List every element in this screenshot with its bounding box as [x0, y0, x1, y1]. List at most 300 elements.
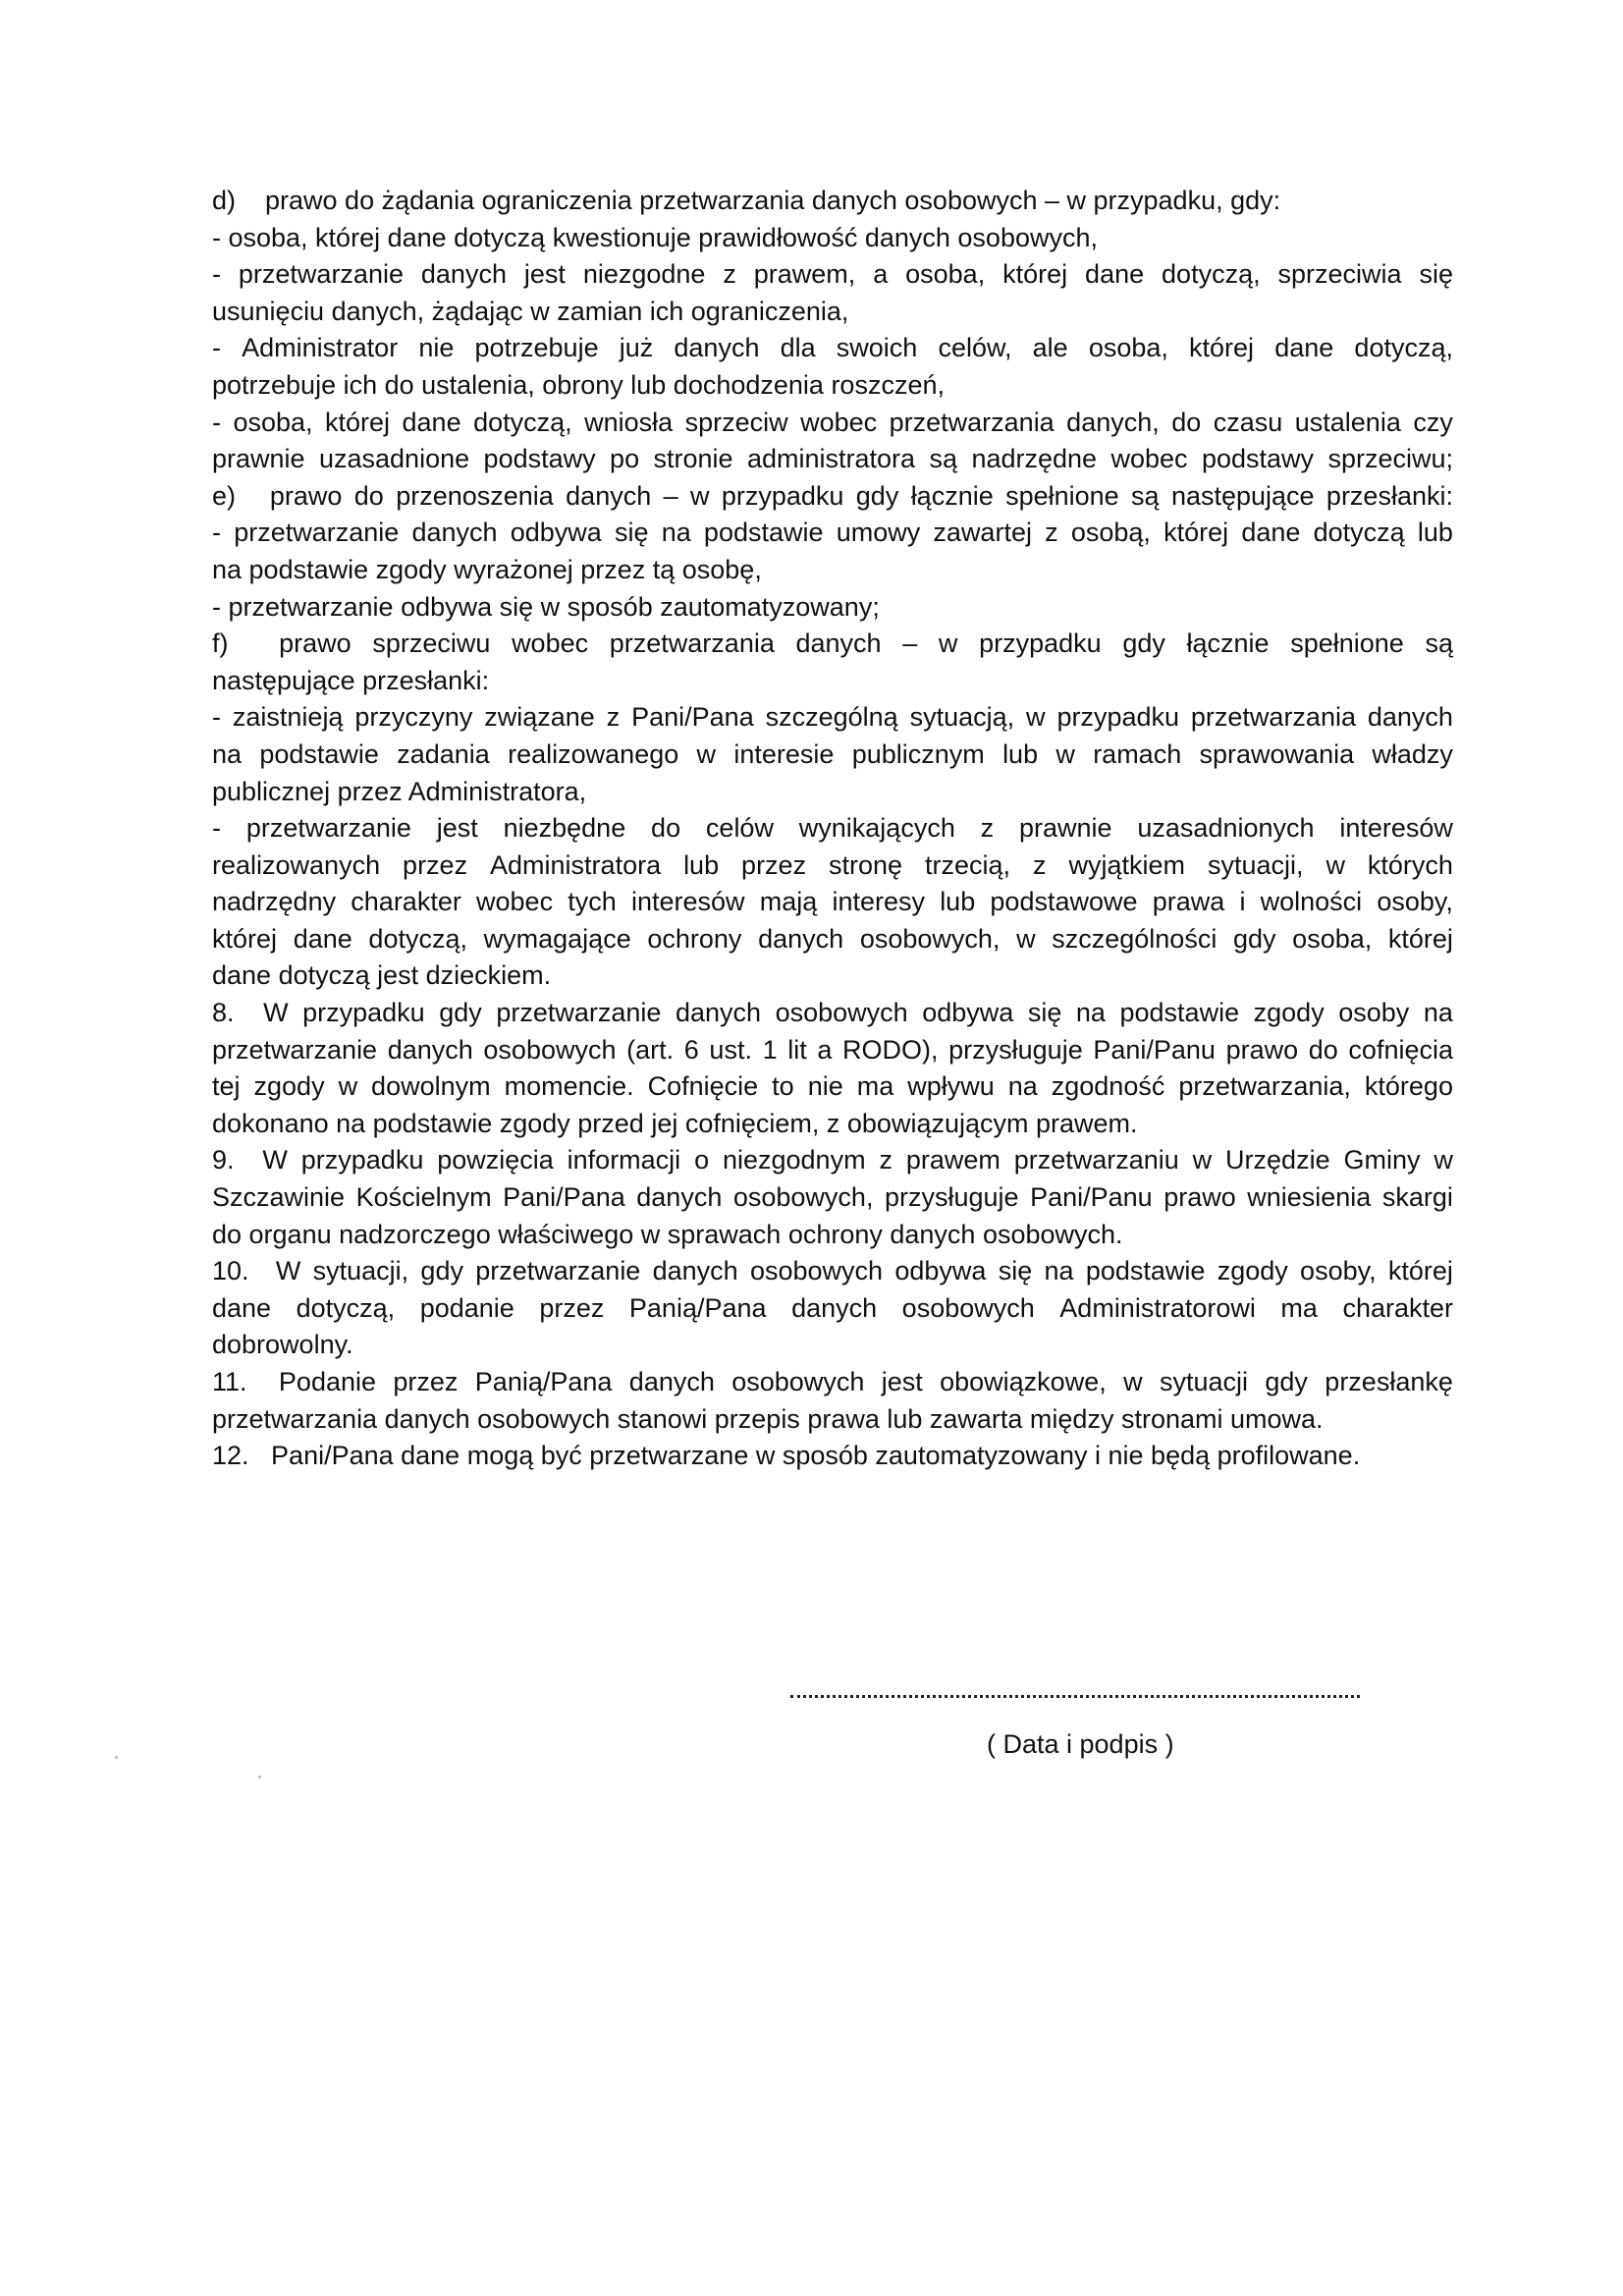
word: - [212, 518, 221, 548]
text-line: następujące przesłanki: [212, 665, 490, 695]
word: gdy [1232, 923, 1276, 954]
word: tej [212, 1071, 241, 1102]
word: 1 [762, 1034, 778, 1065]
word: przypadku [721, 480, 844, 511]
word: na [1423, 998, 1453, 1028]
word: dotyczą, [296, 1292, 396, 1323]
word: prawo [1225, 1034, 1299, 1065]
scan-speck [115, 1756, 118, 1759]
word: wolności [1260, 887, 1363, 917]
word: lub [1002, 738, 1039, 769]
word: przetwarzanie [496, 998, 662, 1028]
word: w [689, 480, 710, 511]
word: podstawie [703, 518, 824, 548]
word: której [1387, 1256, 1453, 1286]
word: są [1425, 629, 1453, 659]
text-line: 12. Pani/Pana dane mogą być przetwarzane w sposób zautomatyzowany i nie będą profilowane. [212, 1441, 1361, 1471]
word: już [619, 333, 654, 363]
word: zawartej [933, 518, 1032, 548]
word: zgody [1217, 1256, 1288, 1286]
word: osobowych [775, 998, 908, 1028]
word: z [879, 1145, 893, 1175]
word: której [1002, 259, 1068, 290]
word: - [212, 259, 221, 290]
word: f) [212, 629, 258, 659]
word: dotyczą [1313, 518, 1405, 548]
word: szczególności [1052, 923, 1217, 954]
word: której [1387, 923, 1453, 954]
word: na [212, 738, 243, 769]
word: na [1044, 1256, 1074, 1286]
word: ramach [1093, 738, 1182, 769]
word: czy [1413, 407, 1453, 437]
word: Panią/Pana [628, 1292, 767, 1323]
text-line: przetwarzania danych osobowych stanowi przepis prawa lub zawarta między stronami umowa. [212, 1403, 1324, 1434]
word: Szczawinie [212, 1182, 346, 1213]
word: W [275, 1256, 301, 1286]
word: nie [418, 333, 455, 363]
word: przetwarzania [889, 407, 1055, 437]
text-line [212, 1179, 1453, 1217]
text-line [212, 405, 1453, 442]
word: wpływu [907, 1071, 995, 1102]
word: sytuacją, [909, 702, 1015, 733]
word: realizowanych [212, 849, 381, 880]
word: osobowych [483, 1034, 617, 1065]
word: której [325, 407, 391, 437]
word: Kościelnym [355, 1182, 492, 1213]
word: są [929, 444, 958, 474]
word: nie [807, 1071, 843, 1102]
word: osobowych [731, 1367, 865, 1396]
word: sprawowania [1199, 738, 1355, 769]
word: z [1033, 849, 1047, 880]
word: skargi [1381, 1182, 1453, 1213]
word: informacji [567, 1145, 681, 1175]
word: osobą, [1070, 518, 1151, 548]
word: przysługuje [948, 1034, 1083, 1065]
word: realizowanego [508, 738, 679, 769]
word: Pani/Pana [631, 702, 754, 733]
word: – [663, 480, 678, 511]
word: Pani/Pana [503, 1182, 625, 1213]
word: danych, [1066, 407, 1160, 437]
word: prawnie [212, 444, 305, 474]
word: podanie [419, 1292, 514, 1323]
word: do [353, 480, 384, 511]
word: potrzebuje [474, 333, 599, 363]
word: Panią/Pana [474, 1367, 613, 1396]
text-line [212, 810, 1453, 847]
word: osobowych [901, 1292, 1035, 1323]
word: których [1367, 849, 1453, 880]
word: łącznie [910, 480, 994, 511]
text-line: - osoba, której dane dotyczą kwestionuje prawidłowość danych osobowych, [212, 222, 1098, 252]
word: gdy [855, 480, 899, 511]
document-body [212, 183, 1453, 1475]
word: interesów [630, 887, 745, 917]
word: do [1308, 1034, 1338, 1065]
word: prawa [1152, 887, 1225, 917]
word: wynikających [798, 813, 955, 844]
word: Cofnięcie [647, 1071, 759, 1102]
word: obowiązkowe, [940, 1367, 1107, 1396]
text-line: dokonano na podstawie zgody przed jej cofnięciem, z obowiązującym prawem. [212, 1108, 1138, 1138]
word: przypadku [979, 629, 1102, 659]
word: danych [387, 1034, 473, 1065]
word: lit [787, 1034, 807, 1065]
word: zgody [1253, 998, 1325, 1028]
text-line [212, 330, 1453, 367]
word: danych [566, 480, 652, 511]
word: spełnione [1290, 629, 1404, 659]
word: danych [758, 923, 844, 954]
word: momencie. [504, 1071, 634, 1102]
word: w [1325, 849, 1345, 880]
word: stronę [829, 849, 903, 880]
word: z [606, 702, 621, 733]
word: w [1192, 1145, 1213, 1175]
word: danych [674, 333, 760, 363]
word: przez [539, 1292, 605, 1323]
text-line [212, 256, 1453, 294]
word: dane [402, 407, 461, 437]
text-line: usunięciu danych, żądając w zamian ich ograniczenia, [212, 296, 849, 326]
word: W [262, 1145, 288, 1175]
word: podstawie [259, 738, 379, 769]
word: a [873, 259, 889, 290]
word: Administratorowi [1059, 1292, 1256, 1323]
word: dane [1241, 518, 1301, 548]
word: władzy [1372, 738, 1453, 769]
text-line: d) prawo do żądania ograniczenia przetwarzania danych osobowych – w przypadku, gdy: [212, 186, 1281, 215]
word: po [610, 444, 640, 474]
word: o [694, 1145, 710, 1175]
word: niezgodne [582, 259, 706, 290]
signature-label: ( Data i podpis ) [987, 1729, 1174, 1759]
word: 9. [212, 1145, 249, 1175]
word: odbywa [510, 518, 602, 548]
word: przetwarzania, [1178, 1071, 1351, 1102]
word: interesów [1339, 813, 1453, 844]
word: dotyczą, [368, 923, 467, 954]
text-line: - przetwarzanie odbywa się w sposób zautomatyzowany; [212, 591, 880, 622]
word: celów [705, 813, 774, 844]
scan-speck [258, 1776, 261, 1778]
text-line [212, 921, 1453, 958]
word: sytuacji [1159, 1367, 1248, 1396]
word: Administratora [490, 849, 662, 880]
word: gdy [439, 998, 482, 1028]
word: sprzeciwu; [1327, 444, 1453, 474]
word: osobowych, [859, 923, 1001, 954]
word: zadania [397, 738, 490, 769]
word: niezgodnym [722, 1145, 866, 1175]
word: publicznym [851, 738, 985, 769]
word: dla [780, 333, 816, 363]
word: - [212, 407, 221, 437]
word: przypadku [300, 1145, 424, 1175]
text-line [212, 1142, 1453, 1179]
text-line [212, 441, 1453, 478]
word: wniesienia [1247, 1182, 1372, 1213]
word: zaistnieją [232, 702, 344, 733]
text-line: dane dotyczą jest dzieckiem. [212, 960, 552, 991]
word: przetwarzanie [212, 1034, 378, 1065]
word: dowolnym [371, 1071, 491, 1102]
word: gdy [1265, 1367, 1308, 1396]
word: w [1016, 923, 1036, 954]
word: niezbędne [503, 813, 626, 844]
word: umowy [836, 518, 921, 548]
word: danych [795, 629, 882, 659]
word: dotyczą, [1354, 333, 1453, 363]
word: wniosła [584, 407, 674, 437]
word: (art. [626, 1034, 675, 1065]
word: osoby, [1377, 887, 1453, 917]
word: przypadku [302, 998, 425, 1028]
word: - [212, 702, 221, 733]
word: prawem [905, 1145, 1001, 1175]
word: następujące [1170, 480, 1315, 511]
word: charakter [351, 887, 461, 917]
word: jest [881, 1367, 923, 1396]
word: wyjątkiem [1068, 849, 1185, 880]
word: podstawy [1201, 444, 1315, 474]
text-line [212, 699, 1453, 737]
word: przetwarzanie [234, 518, 400, 548]
word: e) [212, 480, 258, 511]
word: danych [791, 1292, 878, 1323]
text-line: potrzebuje ich do ustalenia, obrony lub dochodzenia roszczeń, [212, 369, 945, 400]
word: interesy [832, 887, 925, 917]
word: czasu [1213, 407, 1283, 437]
word: Administrator [242, 333, 399, 363]
word: danych [1367, 702, 1453, 733]
word: zgody [253, 1071, 325, 1102]
word: zgodność [1051, 1071, 1165, 1102]
text-line [212, 1032, 1453, 1069]
word: na [661, 518, 691, 548]
word: której [1163, 518, 1229, 548]
word: związane [484, 702, 595, 733]
word: przetwarzanie [475, 1256, 641, 1286]
word: danych [628, 1367, 715, 1396]
word: w [1055, 738, 1075, 769]
word: są [1131, 480, 1160, 511]
word: się [1419, 259, 1453, 290]
word: mają [759, 887, 818, 917]
word: z [1045, 518, 1058, 548]
word: podstawowe [990, 887, 1138, 917]
word: sytuacji, [1207, 849, 1304, 880]
word: w [1026, 702, 1046, 733]
word: podstawie [1085, 1256, 1206, 1286]
word: administratora [746, 444, 916, 474]
word: ustalenia [1294, 407, 1401, 437]
word: przesłankę [1325, 1367, 1453, 1396]
word: przetwarzaniu [1013, 1145, 1179, 1175]
word: przypadku [1056, 702, 1180, 733]
word: się [998, 1256, 1033, 1286]
word: spełnione [1005, 480, 1119, 511]
word: celów, [938, 333, 1012, 363]
word: Pani/Panu [1093, 1034, 1216, 1065]
word: przyczyny [354, 702, 473, 733]
text-line [212, 847, 1453, 885]
word: przetwarzania [1190, 702, 1356, 733]
word: charakter [1342, 1292, 1453, 1323]
word: uzasadnione [318, 444, 470, 474]
text-line [212, 737, 1453, 774]
word: w [338, 1071, 358, 1102]
word: odbywa [922, 998, 1014, 1028]
word: sprzeciwia [1277, 259, 1402, 290]
word: prawo [279, 629, 352, 659]
word: osoba, [1088, 333, 1168, 363]
word: danych [411, 518, 498, 548]
word: do [1171, 407, 1202, 437]
word: Gminy [1343, 1145, 1421, 1175]
word: ma [1280, 1292, 1318, 1323]
word: sprzeciwu [372, 629, 491, 659]
word: trzecią, [925, 849, 1011, 880]
word: prawo [269, 480, 343, 511]
word: nadrzędny [212, 887, 337, 917]
word: przetwarzania [609, 629, 775, 659]
word: przez [741, 849, 807, 880]
text-line [212, 884, 1453, 921]
word: i [1239, 887, 1246, 917]
word: podstawy [483, 444, 596, 474]
word: - [212, 333, 221, 363]
word: osobowych [749, 1256, 884, 1286]
word: na [1007, 1071, 1038, 1102]
word: interesie [733, 738, 835, 769]
word: dotyczą, [1162, 259, 1261, 290]
word: sprzeciw [684, 407, 788, 437]
word: to [772, 1071, 794, 1102]
text-line [212, 1068, 1453, 1106]
word: ochrony [647, 923, 742, 954]
word: a [817, 1034, 833, 1065]
text-line [212, 626, 1453, 663]
word: danych [675, 998, 762, 1028]
text-line: publicznej przez Administratora, [212, 776, 587, 806]
word: osoba, [1292, 923, 1373, 954]
word: – [902, 629, 918, 659]
word: do [651, 813, 681, 844]
word: osobowych, [732, 1182, 874, 1213]
word: prawnie [1019, 813, 1112, 844]
word: gdy [1122, 629, 1165, 659]
word: której [1189, 333, 1255, 363]
signature-line [790, 1691, 1360, 1698]
word: Urzędzie [1225, 1145, 1330, 1175]
word: się [614, 518, 649, 548]
word: osoby [1338, 998, 1410, 1028]
word: tych [568, 887, 617, 917]
word: dotyczą, [473, 407, 572, 437]
word: ale [1032, 333, 1068, 363]
word: 10. [212, 1256, 264, 1286]
word: przysługuje [884, 1182, 1019, 1213]
word: Pani/Panu [1030, 1182, 1153, 1213]
word: 11. [212, 1367, 262, 1396]
text-line [212, 995, 1453, 1032]
word: prawo [1163, 1182, 1236, 1213]
word: w [696, 738, 717, 769]
word: z [980, 813, 995, 844]
word: którego [1364, 1071, 1453, 1102]
word: przez [393, 1367, 459, 1396]
word: danych [652, 1256, 738, 1286]
word: się [1027, 998, 1062, 1028]
word: przetwarzanie [238, 259, 404, 290]
word: łącznie [1186, 629, 1270, 659]
word: ust. [709, 1034, 752, 1065]
word: osoba, [905, 259, 986, 290]
word: w [938, 629, 958, 659]
word: cofnięcia [1348, 1034, 1453, 1065]
word: wymagające [483, 923, 631, 954]
word: prawem, [753, 259, 856, 290]
word: wobec [800, 407, 878, 437]
text-line: na podstawie zgody wyrażonej przez tą osobę, [212, 554, 762, 584]
word: podstawie [1119, 998, 1240, 1028]
word: Podanie [278, 1367, 377, 1396]
word: osoby, [1300, 1256, 1377, 1286]
word: jest [523, 259, 566, 290]
word: 8. [212, 998, 249, 1028]
word: swoich [836, 333, 918, 363]
word: sytuacji, [312, 1256, 409, 1286]
word: przetwarzanie [245, 813, 411, 844]
word: W [263, 998, 289, 1028]
word: powzięcia [437, 1145, 554, 1175]
word: w [1123, 1367, 1143, 1396]
word: uzasadnionych [1137, 813, 1315, 844]
word: lub [940, 887, 976, 917]
text-line: do organu nadzorczego właściwego w sprawach ochrony danych osobowych. [212, 1219, 1123, 1249]
word: lub [683, 849, 720, 880]
word: dane [212, 1292, 272, 1323]
word: wobec [1110, 444, 1188, 474]
word: wobec [512, 629, 589, 659]
word: lub [1417, 518, 1453, 548]
word: stronie [653, 444, 733, 474]
word: gdy [420, 1256, 463, 1286]
word: dane [1085, 259, 1145, 290]
word: danych [636, 1182, 723, 1213]
word: wobec [476, 887, 554, 917]
word: ma [856, 1071, 894, 1102]
word: danych [420, 259, 507, 290]
word: dane [1274, 333, 1334, 363]
word: jest [436, 813, 478, 844]
word: z [723, 259, 736, 290]
text-line [212, 515, 1453, 552]
word: RODO), [842, 1034, 939, 1065]
word: na [1075, 998, 1106, 1028]
word: dane [293, 923, 352, 954]
word: 6 [683, 1034, 699, 1065]
word: w [1434, 1145, 1453, 1175]
word: nadrzędne [971, 444, 1098, 474]
word: przez [403, 849, 468, 880]
word: odbywa [894, 1256, 987, 1286]
text-line [212, 1364, 1453, 1401]
